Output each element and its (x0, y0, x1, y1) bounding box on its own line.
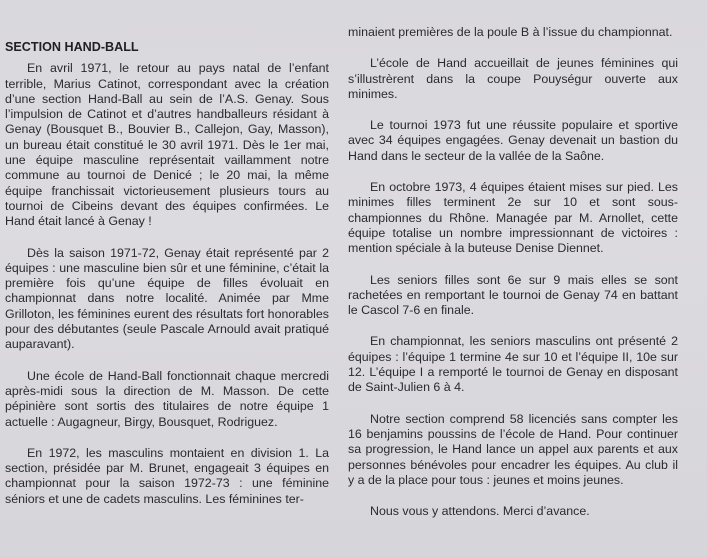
paragraph-continuation: minaient premières de la poule B à l’issue du championnat. (348, 25, 673, 39)
paragraph: Les seniors filles sont 6e sur 9 mais elles se sont rachetées en remportant le tournoi de Genay 74 en battant le Cascol 7-6 en finale. (348, 272, 678, 318)
paragraph: En 1972, les masculins montaient en division 1. La section, présidée par M. Brunet, engageait 3 équipes en championnat pour la saison 1972-73 : une féminine séniors et une de cadets masculins. Les féminines ter- (5, 445, 329, 506)
paragraph: En octobre 1973, 4 équipes étaient mises sur pied. Les minimes filles terminent 2e sur 10 et sont sous-championnes du Rhône. Managée par M. Arnollet, cette équipe totalise un nombre impressionnant de victoires : mention spéciale à la buteuse Denise Diennet. (348, 180, 678, 256)
paragraph: L’école de Hand accueillait de jeunes féminines qui s’illustrèrent dans la coupe Pouységur ouverte aux minimes. (348, 56, 678, 101)
paragraph: Nous vous y attendons. Merci d’avance. (370, 504, 590, 519)
paragraph: Le tournoi 1973 fut une réussite populaire et sportive avec 34 équipes engagées. Genay devenait un bastion du Hand dans le secteur de la vallée de la Saône. (348, 118, 678, 163)
left-column (5, 40, 329, 507)
paragraph: En avril 1971, le retour au pays natal de l’enfant terrible, Marius Catinot, correspondant avec la création d’une section Hand-Ball au sein de l’A.S. Genay. Sous l’impulsion de Catinot et d’autres handballeurs résidant à Genay (Bousquet B., Bouvier B., Callejon, Gay, Masson), un bureau était constitué le 30 avril 1971. Dès le 1er mai, une équipe masculine représentait vaillamment notre commune au tournoi de Denicé ; le 20 mai, la même équipe franchissait victorieusement plusieurs tours au tournoi de Cibeins devant des équipes confirmées. Le Hand était lancé à Genay ! (5, 61, 329, 229)
right-column (348, 25, 678, 519)
paragraph: En championnat, les seniors masculins ont présenté 2 équipes : l’équipe 1 termine 4e sur 10 et l’équipe II, 10e sur 12. L’équipe I a remporté le tournoi de Genay en disposant de Saint-Julien 6 à 4. (348, 334, 678, 395)
paragraph: Notre section comprend 58 licenciés sans compter les 16 benjamins poussins de l’école de Hand. Pour continuer sa progression, le Hand lance un appel aux parents et aux personnes bénévoles pour encadrer les équipes. Au club il y a de la place pour tous : jeunes et moins jeunes. (348, 411, 678, 487)
paragraph: Dès la saison 1971-72, Genay était représenté par 2 équipes : une masculine bien sûr et une féminine, c’était la première fois qu’une équipe de filles évoluait en championnat dans notre localité. Animée par Mme Grilloton, les féminines eurent des résultats fort honorables pour des débutantes (seule Pascale Arnould avait pratiqué auparavant). (5, 245, 329, 352)
paragraph: Une école de Hand-Ball fonctionnait chaque mercredi après-midi sous la direction de M. Masson. De cette pépinière sont sortis des titulaires de notre équipe 1 actuelle : Augagneur, Birgy, Bousquet, Rodriguez. (5, 368, 329, 429)
section-title: SECTION HAND-BALL (5, 40, 139, 54)
